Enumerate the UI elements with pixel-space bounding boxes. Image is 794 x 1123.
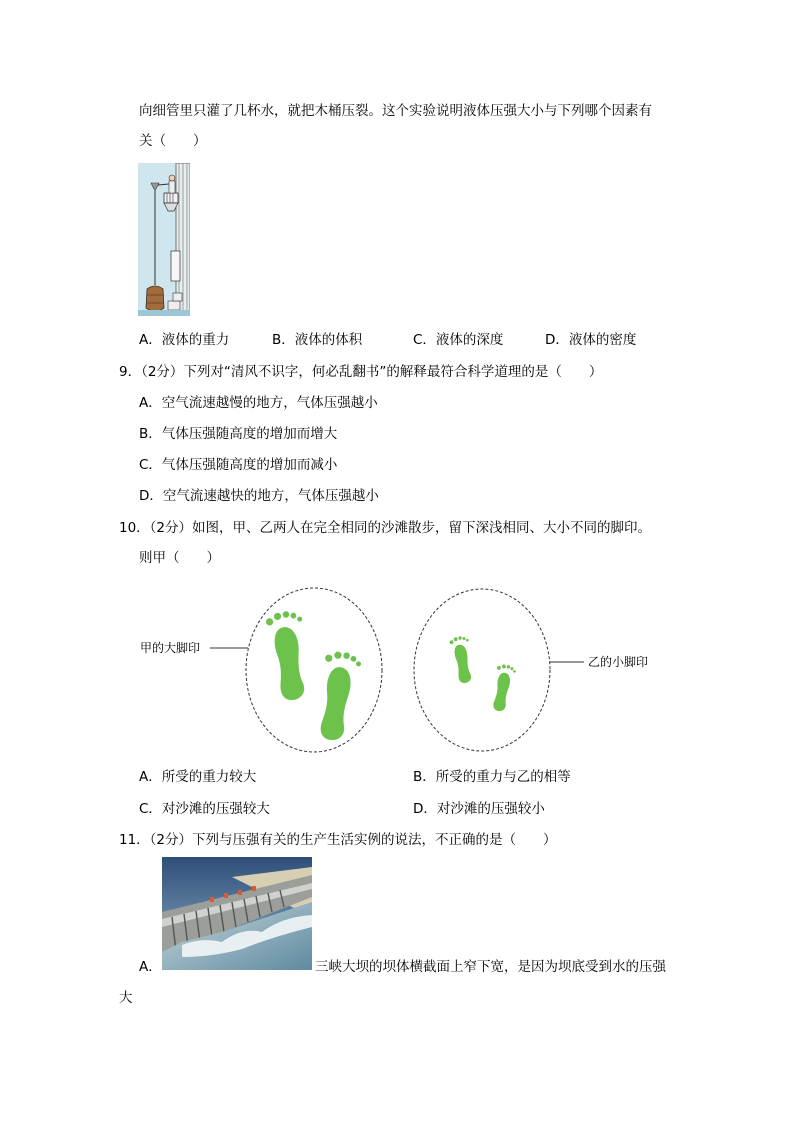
q10-stem-line1: 10．（2分）如图，甲、乙两人在完全相同的沙滩散步，留下深浅相同、大小不同的脚印。 [119,520,652,536]
q11-stem: 11．（2分）下列与压强有关的生产生活实例的说法，不正确的是（ ） [119,832,557,848]
q9-stem: 9．（2分）下列对“清风不识字，何必乱翻书”的解释最符合科学道理的是（ ） [119,364,603,380]
q11-option-a-text-line1: 三峡大坝的坝体横截面上窄下宽，是因为坝底受到水的压强 [315,959,666,975]
big-footprint-circle [246,588,382,752]
q10-option-a: A．所受的重力较大 [139,769,257,785]
small-footprint-label: 乙的小脚印 [588,655,649,669]
small-footprints-icon [449,635,517,713]
q8-option-c: C．液体的深度 [413,332,504,348]
q10-option-d: D．对沙滩的压强较小 [413,801,545,817]
q9-option-b: B．气体压强随高度的增加而增大 [139,426,338,442]
small-footprint-circle [414,589,550,751]
q10-option-b: B．所受的重力与乙的相等 [413,769,571,785]
q11-option-a-text-line2: 大 [119,990,133,1006]
barrel-experiment-figure [138,163,190,316]
q9-option-d: D．空气流速越快的地方，气体压强越小 [139,488,379,504]
q11-option-a-label: A． [139,959,162,975]
q9-option-a: A．空气流速越慢的地方，气体压强越小 [139,395,378,411]
three-gorges-dam-photo [162,857,312,970]
q8-stem-line2: 关（ ） [139,133,207,149]
big-footprints-icon [265,609,363,743]
q10-stem-line2: 则甲（ ） [139,550,220,566]
footprints-figure [136,580,666,760]
q8-option-b: B．液体的体积 [272,332,363,348]
q8-option-a: A．液体的重力 [139,332,230,348]
q8-option-d: D．液体的密度 [545,332,637,348]
q10-option-c: C．对沙滩的压强较大 [139,801,270,817]
q8-stem-line1: 向细管里只灌了几杯水，就把木桶压裂。这个实验说明液体压强大小与下列哪个因素有 [139,103,652,119]
big-footprint-label: 甲的大脚印 [140,641,201,655]
q9-option-c: C．气体压强随高度的增加而减小 [139,457,338,473]
